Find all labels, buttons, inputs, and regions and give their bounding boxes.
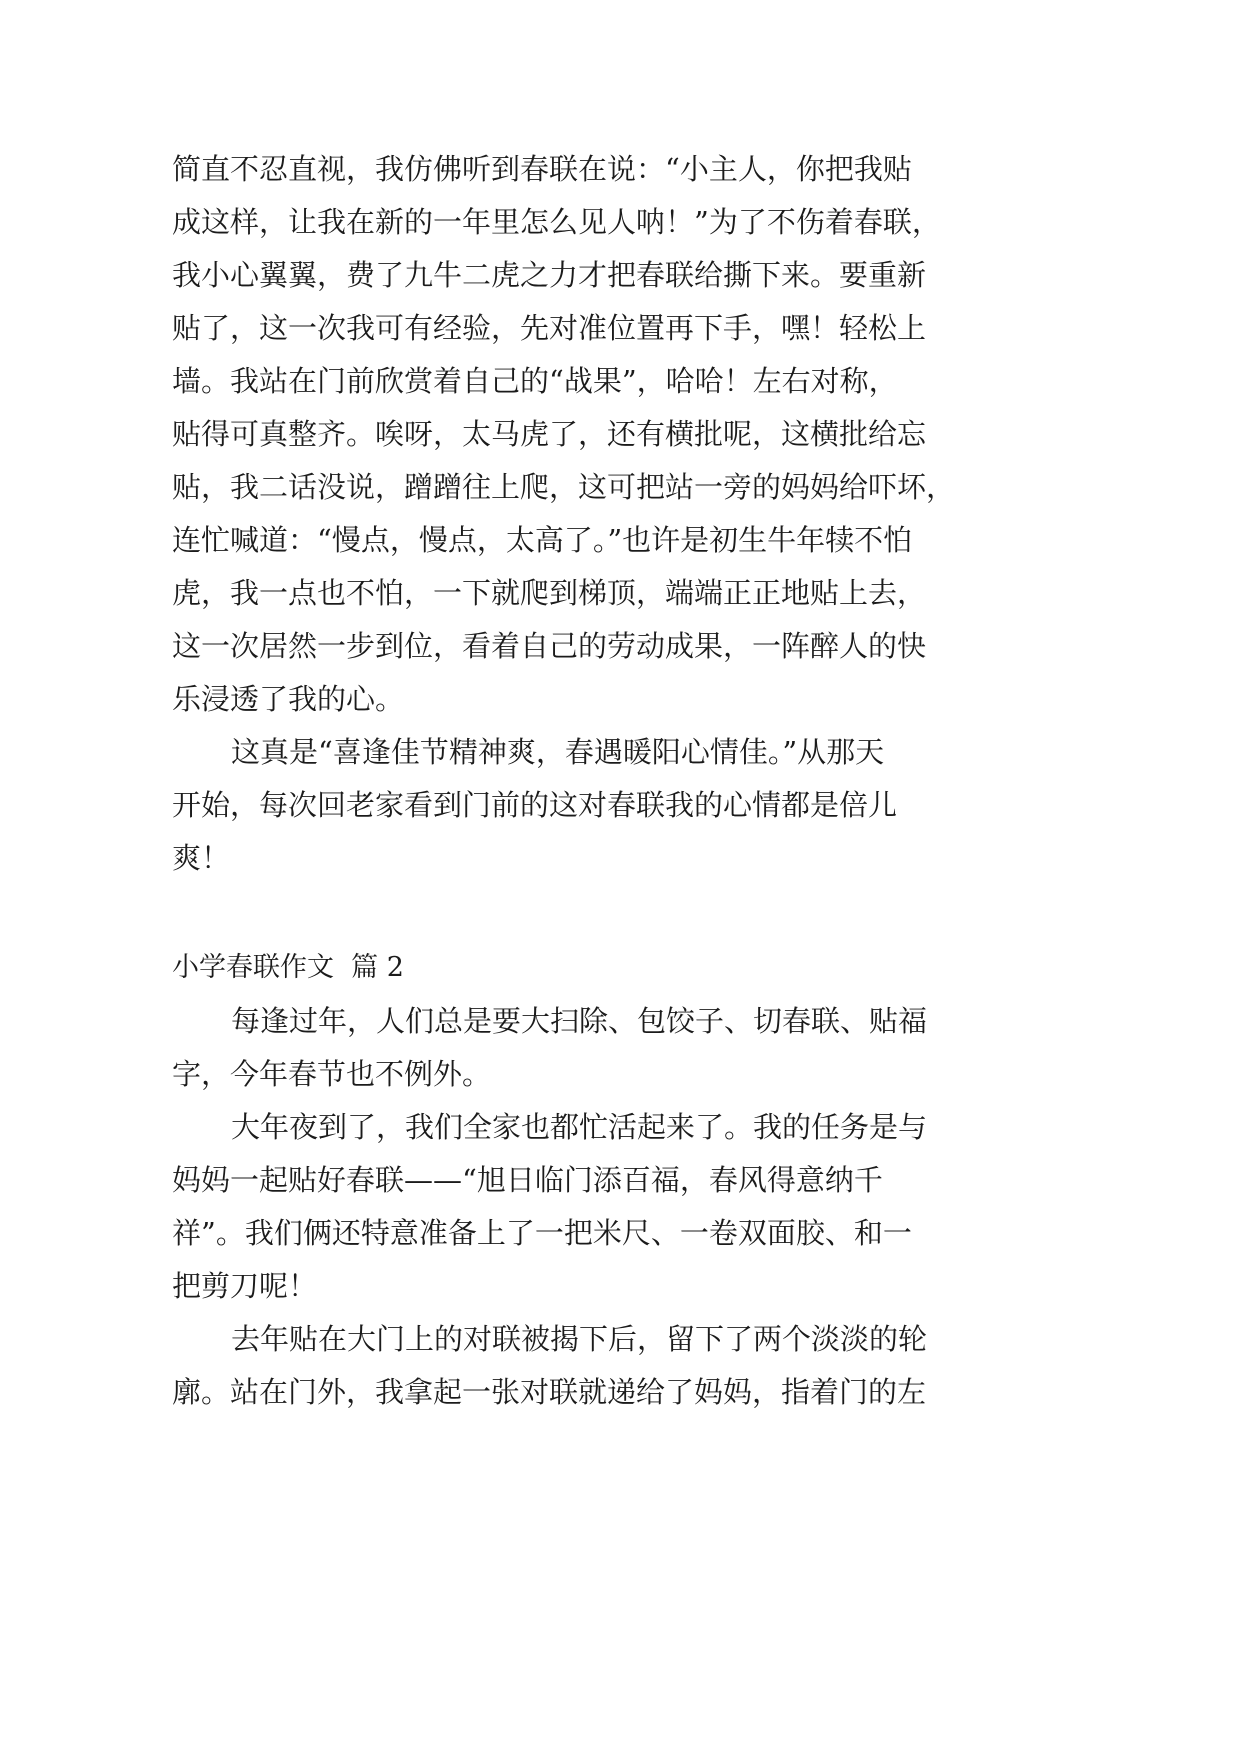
paragraph-first-line: 大年夜到了，我们全家也都忙活起来了。我的任务是与 (231, 1110, 928, 1144)
text-line: 廓。站在门外，我拿起一张对联就递给了妈妈，指着门的左 (172, 1375, 927, 1409)
text-line: 贴，我二话没说，蹭蹭往上爬，这可把站一旁的妈妈给吓坏， (172, 470, 956, 504)
text-line: 成这样，让我在新的一年里怎么见人呐！”为了不伤着春联， (172, 205, 941, 239)
text-line: 爽！ (172, 841, 231, 875)
paragraph-first-line: 每逢过年，人们总是要大扫除、包饺子、切春联、贴福 (231, 1004, 928, 1038)
paragraph-first-line: 这真是“喜逢佳节精神爽，春遇暖阳心情佳。”从那天 (231, 735, 885, 769)
text-line: 这一次居然一步到位，看着自己的劳动成果，一阵醉人的快 (172, 629, 927, 663)
text-line: 连忙喊道：“慢点，慢点，太高了。”也许是初生牛年犊不怕 (172, 523, 913, 557)
paragraph-first-line: 去年贴在大门上的对联被揭下后，留下了两个淡淡的轮 (231, 1322, 928, 1356)
text-line: 虎，我一点也不怕，一下就爬到梯顶，端端正正地贴上去， (172, 576, 927, 610)
text-line: 妈妈一起贴好春联——“旭日临门添百福，春风得意纳千 (172, 1163, 883, 1197)
text-line: 简直不忍直视，我仿佛听到春联在说：“小主人，你把我贴 (172, 152, 912, 186)
text-line: 祥”。我们俩还特意准备上了一把米尺、一卷双面胶、和一 (172, 1216, 912, 1250)
text-line: 贴了，这一次我可有经验，先对准位置再下手，嘿！轻松上 (172, 311, 927, 345)
text-line: 贴得可真整齐。唉呀，太马虎了，还有横批呢，这横批给忘 (172, 417, 927, 451)
text-line: 开始，每次回老家看到门前的这对春联我的心情都是倍儿 (172, 788, 898, 822)
section-title: 小学春联作文 篇 2 (172, 952, 404, 983)
text-line: 把剪刀呢！ (172, 1269, 318, 1303)
text-line: 字，今年春节也不例外。 (172, 1057, 492, 1091)
text-line: 乐浸透了我的心。 (172, 682, 405, 716)
text-line: 墙。我站在门前欣赏着自己的“战果”，哈哈！左右对称， (172, 364, 898, 398)
text-line: 我小心翼翼，费了九牛二虎之力才把春联给撕下来。要重新 (172, 258, 927, 292)
